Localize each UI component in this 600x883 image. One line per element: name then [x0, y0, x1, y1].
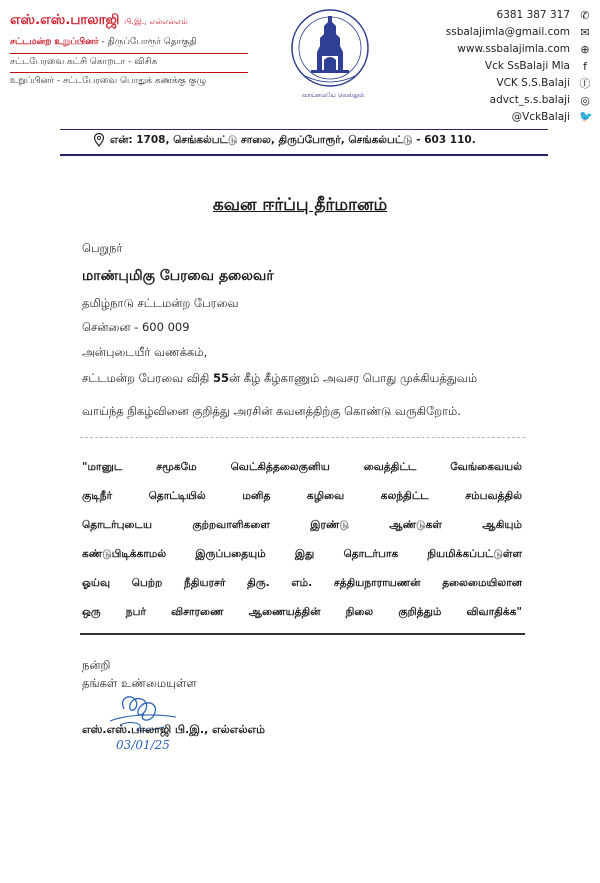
resolution-line: ஓய்வு பெற்ற நீதியரசர் திரு. எம். சத்தியநாராயணன் தலைமையிலான: [82, 577, 522, 589]
recipient-title: மாண்புமிகு பேரவை தலைவர்: [82, 268, 274, 284]
tamilnadu-emblem-icon: [289, 6, 371, 98]
location-pin-icon: [93, 133, 105, 147]
body-line-1-end: ன் கீழ் கீழ்காணும் அவசர பொது முக்கியத்துவம்: [228, 371, 478, 385]
divider: [10, 53, 248, 54]
contact-email[interactable]: ssbalajimla@gmail.com: [445, 26, 570, 38]
contact-twitter[interactable]: @VckBalaji: [511, 111, 570, 123]
contact-instagram[interactable]: advct_s.s.balaji: [489, 94, 570, 106]
office-address: என்: 1708, செங்கல்பட்டு சாலை, திருப்போரூர், செங்கல்பட்டு - 603 110.: [110, 134, 476, 146]
closing: தங்கள் உண்மையுள்ள: [82, 676, 197, 690]
body-line-2: வாய்ந்த நிகழ்வினை குறித்து அரசின் கவனத்திற்கு கொண்டு வருகிறோம்.: [82, 404, 461, 418]
resolution-line: தொடர்புடைய குற்றவாளிகளை இரண்டு ஆண்டுகள் ஆகியும்: [82, 519, 522, 531]
emblem-motto: வாய்மையே வெல்லும்: [301, 92, 365, 99]
contact-website[interactable]: www.ssbalajimla.com: [457, 43, 570, 55]
address-rule-bottom: [60, 154, 548, 156]
role-line-2: சட்டபேரவை கட்சி கொறடா - விசிக: [10, 57, 158, 67]
resolution-line: ஒரு நபர் விசாரணை ஆணையத்தின் நிலை குறித்தும் விவாதிக்க": [82, 606, 522, 618]
mla-qualification: பி.இ., எல்எல்எம்: [124, 17, 188, 26]
globe-icon: ⊕: [580, 43, 590, 56]
role-mla: சட்டமன்ற உறுப்பினர்: [10, 37, 99, 47]
divider: [10, 72, 248, 73]
whatsapp-icon: ✆: [580, 9, 590, 22]
role-line-1: [10, 37, 197, 48]
resolution-line: கண்டுபிடிக்காமல் இருப்பதையும் இது தொடர்பாக நியமிக்கப்பட்டுள்ள: [82, 548, 522, 560]
rule-number: 55: [212, 371, 229, 385]
greeting: அன்புடையீர் வணக்கம்,: [82, 345, 208, 359]
signatory-name: எஸ்.எஸ்.பாலாஜி பி.இ., எல்எல்எம்: [82, 723, 265, 736]
address-rule-top: [60, 129, 548, 130]
role-constituency: - திருப்போரூர் தொகுதி: [98, 37, 197, 47]
document-title: கவன ஈர்ப்பு தீர்மானம்: [212, 195, 388, 215]
to-label: பெறுநர்: [82, 241, 123, 255]
mla-name: [10, 12, 188, 30]
contact-facebook-profile[interactable]: VCK S.S.Balaji: [496, 77, 570, 89]
resolution-line: "மானுட சமூகமே வெட்கித்தலைகுனிய வைத்திட்ட வேங்கைவயல்: [82, 461, 522, 473]
facebook-circle-icon: ⓕ: [579, 77, 591, 90]
facebook-icon: f: [583, 60, 587, 73]
email-icon: ✉: [580, 26, 590, 39]
thanks: நன்றி: [82, 658, 111, 672]
body-line-1: [82, 371, 477, 387]
role-line-3: உறுப்பினர் - சட்டபேரவை பொதுக் கணக்கு குழு: [10, 76, 207, 86]
resolution-line: குடிநீர் தொட்டியில் மனித கழிவை கலந்திட்ட சம்பவத்தில்: [82, 490, 522, 502]
contact-phone[interactable]: 6381 387 317: [496, 9, 570, 21]
body-line-1-start: சட்டமன்ற பேரவை விதி: [82, 371, 213, 385]
signature-date: 03/01/25: [116, 738, 170, 752]
recipient-assembly: தமிழ்நாடு சட்டமன்ற பேரவை: [82, 296, 239, 310]
recipient-city: சென்னை - 600 009: [82, 320, 190, 334]
dashed-divider: [80, 437, 525, 438]
solid-divider: [80, 633, 525, 635]
contact-facebook-page[interactable]: Vck SsBalaji Mla: [484, 60, 570, 72]
instagram-icon: ◎: [580, 94, 590, 107]
twitter-icon: 🐦: [579, 110, 593, 123]
mla-name-text: எஸ்.எஸ்.பாலாஜி: [10, 12, 120, 28]
